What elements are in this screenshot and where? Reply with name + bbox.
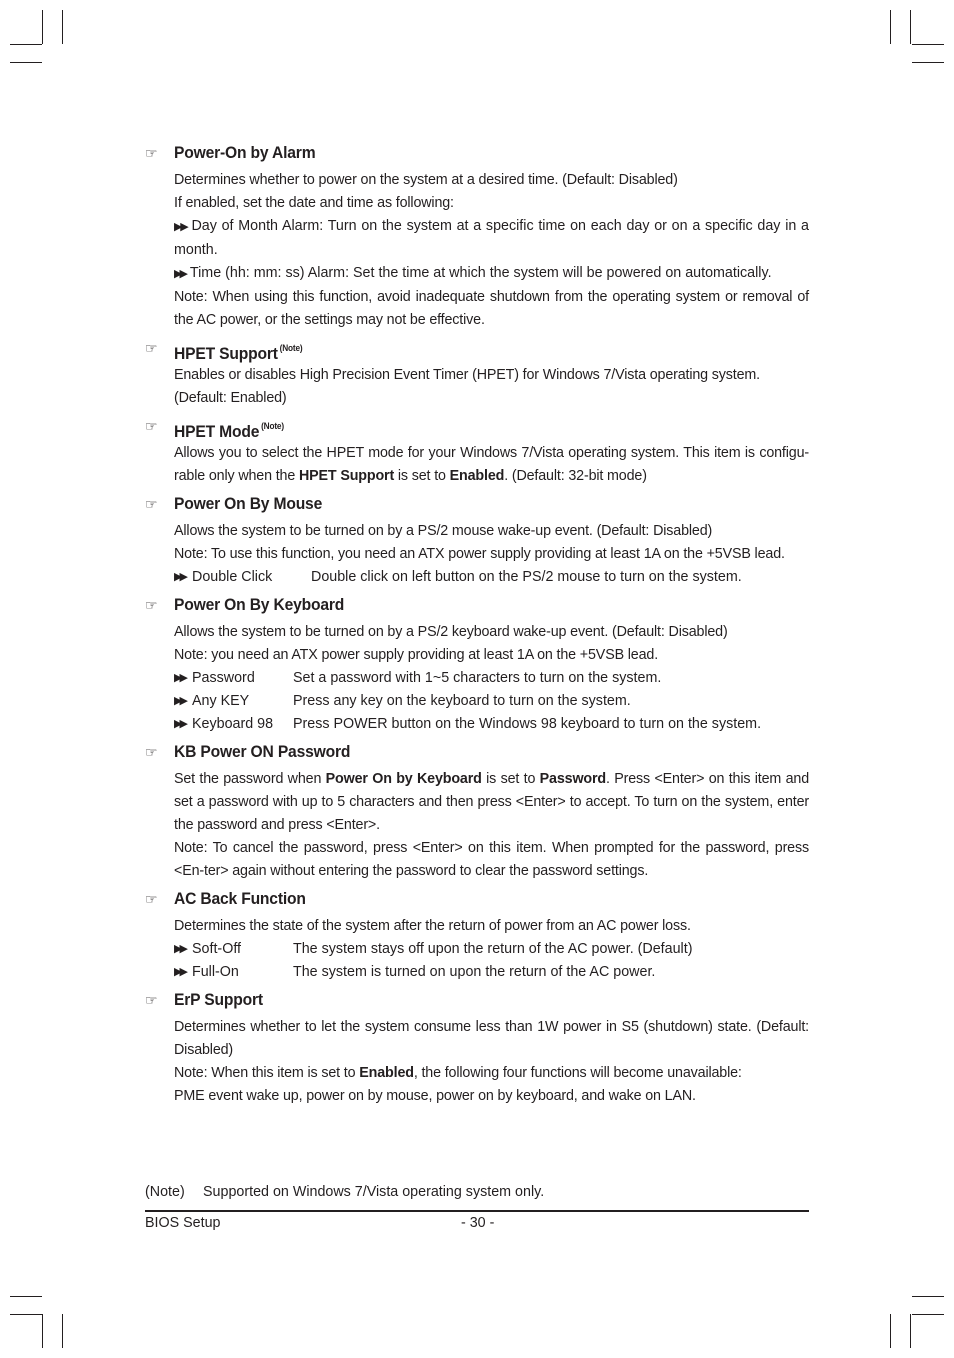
note-paragraph xyxy=(174,1062,809,1085)
paragraph: (Default: Enabled) xyxy=(174,390,287,406)
section-erp-support xyxy=(145,989,809,1108)
footnote-text: Supported on Windows 7/Vista operating system only. xyxy=(203,1184,545,1200)
paragraph: PME event wake up, power on by mouse, power on by keyboard, and wake on LAN. xyxy=(174,1088,696,1104)
section-title: Power On By Keyboard xyxy=(174,595,345,614)
crop-mark xyxy=(10,1296,42,1297)
section-heading xyxy=(145,337,809,363)
bold-run: HPET Support xyxy=(298,468,395,484)
pointing-hand-icon: ☞ xyxy=(145,418,158,434)
pointing-hand-icon: ☞ xyxy=(145,891,158,907)
section-heading xyxy=(145,415,809,441)
text-run: Note: When this item is set to xyxy=(174,1065,360,1081)
section-body xyxy=(174,442,809,488)
paragraph: Note: To use this function, you need an ATX power supply providing at least 1A on the +5VSB lead. xyxy=(174,546,785,562)
section-body xyxy=(174,768,809,883)
crop-mark xyxy=(42,1314,43,1348)
section-heading xyxy=(145,594,809,617)
section-hpet-mode xyxy=(145,415,809,488)
paragraph: Determines whether to let the system consume less than 1W power in S5 (shutdown) state. (Default: Disabled) xyxy=(174,1019,809,1058)
section-title: ErP Support xyxy=(174,990,263,1009)
section-title: HPET Mode xyxy=(174,422,260,441)
crop-mark xyxy=(912,1296,944,1297)
paragraph: If enabled, set the date and time as following: xyxy=(174,195,454,211)
paragraph: Note: you need an ATX power supply providing at least 1A on the +5VSB lead. xyxy=(174,647,659,663)
note-paragraph: Note: When using this function, avoid inadequate shutdown from the operating system or removal of the AC power, or the settings may not be effective. xyxy=(174,289,809,328)
paragraph: Determines whether to power on the system at a desired time. (Default: Disabled) xyxy=(174,172,678,188)
section-title: KB Power ON Password xyxy=(174,742,351,761)
crop-mark xyxy=(10,1314,42,1315)
section-title: AC Back Function xyxy=(174,889,306,908)
paragraph: Allows the system to be turned on by a PS/2 mouse wake-up event. (Default: Disabled) xyxy=(174,523,713,539)
footnote xyxy=(145,1181,544,1203)
double-arrow-icon: ▶▶ xyxy=(174,943,185,955)
bullet-item xyxy=(174,215,809,262)
crop-mark xyxy=(10,62,42,63)
bullet-text: Day of Month Alarm: Turn on the system at a specific time on each day or on a specific day in a month. xyxy=(174,218,810,258)
section-power-on-by-mouse xyxy=(145,493,809,589)
crop-mark xyxy=(890,1314,891,1348)
section-title: Power-On by Alarm xyxy=(174,143,316,162)
pointing-hand-icon: ☞ xyxy=(145,145,158,161)
paragraph: Determines the state of the system after the return of power from an AC power loss. xyxy=(174,918,691,934)
bullet-text: Time (hh: mm: ss) Alarm: Set the time at which the system will be powered on automatically. xyxy=(189,265,772,281)
bold-run: Enabled xyxy=(359,1065,414,1081)
paragraph: Enables or disables High Precision Event Timer (HPET) for Windows 7/Vista operating system. xyxy=(174,367,761,383)
text-run: , the following four functions will become unavailable: xyxy=(413,1065,742,1081)
section-ac-back-function xyxy=(145,888,809,984)
double-arrow-icon: ▶▶ xyxy=(174,718,185,730)
pointing-hand-icon: ☞ xyxy=(145,992,158,1008)
section-hpet-support xyxy=(145,337,809,410)
option-name: Double Click xyxy=(192,569,273,585)
section-heading xyxy=(145,493,809,516)
bold-run: Enabled xyxy=(449,468,505,484)
bold-run: Power On by Keyboard xyxy=(325,771,482,787)
text-run: is set to xyxy=(394,468,450,484)
section-body xyxy=(174,169,809,332)
crop-mark xyxy=(42,10,43,44)
section-heading xyxy=(145,142,809,165)
crop-mark xyxy=(910,1314,911,1348)
crop-mark xyxy=(62,10,63,44)
option-row xyxy=(174,713,809,736)
note-mark: (Note) xyxy=(261,421,284,431)
section-kb-power-on-password xyxy=(145,741,809,883)
text-run: Set the password when xyxy=(174,771,326,787)
crop-mark xyxy=(890,10,891,44)
paragraph xyxy=(174,442,809,488)
option-name: Keyboard 98 xyxy=(192,716,274,732)
section-body xyxy=(174,520,809,589)
option-desc: Double click on left button on the PS/2 mouse to turn on the system. xyxy=(311,569,742,585)
option-row xyxy=(174,566,809,589)
bold-run: Password xyxy=(539,771,607,787)
note-mark: (Note) xyxy=(279,343,303,353)
crop-mark xyxy=(910,10,911,44)
section-power-on-by-alarm xyxy=(145,142,809,332)
note-paragraph: Note: To cancel the password, press <Enter> on this item. When prompted for the password, press <En-ter> again without entering the password to clear the password settings. xyxy=(174,840,809,879)
option-row xyxy=(174,667,809,690)
double-arrow-icon: ▶▶ xyxy=(174,966,185,978)
text-run: is set to xyxy=(481,771,540,787)
crop-mark xyxy=(912,62,944,63)
section-title: HPET Support xyxy=(174,344,278,363)
footer-rule xyxy=(145,1210,809,1212)
section-heading xyxy=(145,989,809,1012)
double-arrow-icon: ▶▶ xyxy=(174,695,185,707)
section-body xyxy=(174,915,809,984)
double-arrow-icon: ▶▶ xyxy=(174,268,185,280)
section-heading xyxy=(145,741,809,764)
section-body xyxy=(174,1016,809,1108)
double-arrow-icon: ▶▶ xyxy=(174,221,187,233)
option-desc: Press any key on the keyboard to turn on the system. xyxy=(293,693,631,709)
option-desc: The system is turned on upon the return of the AC power. xyxy=(293,964,656,980)
option-name: Full-On xyxy=(192,964,239,980)
crop-mark xyxy=(62,1314,63,1348)
section-title-wrap xyxy=(174,415,284,443)
bios-settings-content xyxy=(145,142,809,1113)
section-power-on-by-keyboard xyxy=(145,594,809,736)
text-run: Allows you to select the HPET mode for your Windows 7/Vista operating system. This item is configu-rable only when the xyxy=(174,445,809,484)
option-name: Any KEY xyxy=(192,693,250,709)
section-heading xyxy=(145,888,809,911)
option-row xyxy=(174,961,809,984)
page-number: - 30 - xyxy=(461,1215,495,1231)
crop-mark xyxy=(912,1314,944,1315)
option-desc: Press POWER button on the Windows 98 keyboard to turn on the system. xyxy=(293,716,762,732)
crop-mark xyxy=(912,44,944,45)
option-row xyxy=(174,938,809,961)
crop-mark xyxy=(10,44,42,45)
pointing-hand-icon: ☞ xyxy=(145,340,158,356)
bullet-item xyxy=(174,262,809,286)
option-row xyxy=(174,690,809,713)
paragraph: Allows the system to be turned on by a PS/2 keyboard wake-up event. (Default: Disabled) xyxy=(174,624,728,640)
text-run: . (Default: 32-bit mode) xyxy=(504,468,647,484)
footnote-label: (Note) xyxy=(145,1184,185,1200)
double-arrow-icon: ▶▶ xyxy=(174,571,185,583)
paragraph xyxy=(174,768,809,837)
section-title-wrap xyxy=(174,337,302,365)
section-body xyxy=(174,364,809,410)
double-arrow-icon: ▶▶ xyxy=(174,672,185,684)
option-name: Password xyxy=(192,670,255,686)
option-desc: Set a password with 1~5 characters to turn on the system. xyxy=(293,670,662,686)
section-title: Power On By Mouse xyxy=(174,494,323,513)
section-body xyxy=(174,621,809,736)
pointing-hand-icon: ☞ xyxy=(145,744,158,760)
footer-section-name: BIOS Setup xyxy=(145,1215,221,1231)
text-run: . Press <Enter> on this item and set a password with up to 5 characters and then press <Enter> to accept. To turn on the system, enter the password and press <Enter>. xyxy=(174,771,809,833)
option-name: Soft-Off xyxy=(192,941,241,957)
option-desc: The system stays off upon the return of the AC power. (Default) xyxy=(293,941,693,957)
pointing-hand-icon: ☞ xyxy=(145,597,158,613)
pointing-hand-icon: ☞ xyxy=(145,496,158,512)
